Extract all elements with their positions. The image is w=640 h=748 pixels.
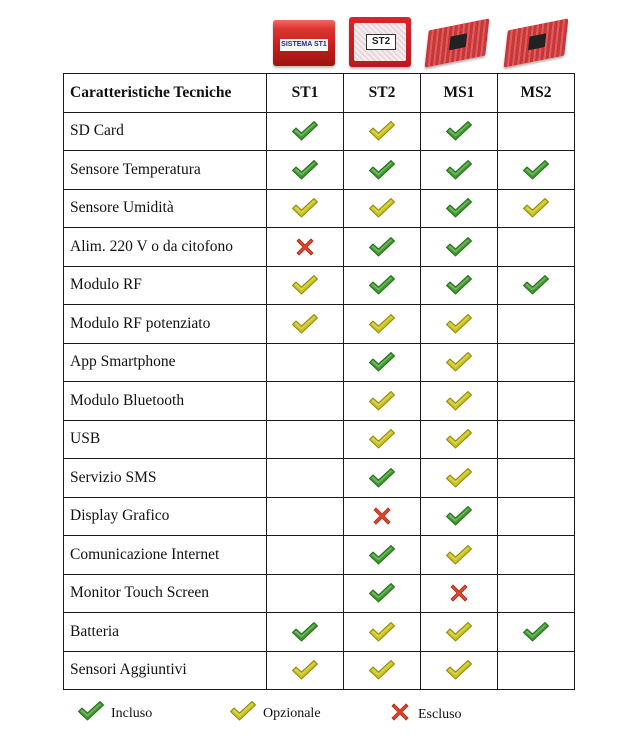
legend [0, 700, 640, 722]
feature-label: Servizio SMS [64, 459, 267, 498]
cell-ms2 [498, 266, 575, 305]
yellow-check-icon [344, 313, 420, 335]
cell-ms2 [498, 151, 575, 190]
yellow-check-icon [498, 197, 574, 219]
table-row [64, 420, 575, 459]
legend-opzionale-label: Opzionale [263, 705, 321, 721]
cell-st1 [267, 613, 344, 652]
table-row [64, 112, 575, 151]
st1-box-icon [273, 20, 335, 66]
green-check-icon [421, 236, 497, 258]
table-row [64, 151, 575, 190]
yellow-check-icon [421, 659, 497, 681]
comparison-table [63, 73, 575, 690]
cell-st1 [267, 151, 344, 190]
cell-st1 [267, 459, 344, 498]
green-check-icon [267, 120, 343, 142]
product-st2-image [346, 10, 414, 70]
table-row [64, 651, 575, 690]
cell-st1 [267, 497, 344, 536]
cell-ms1 [421, 651, 498, 690]
cell-st2 [344, 305, 421, 344]
green-check-icon [344, 467, 420, 489]
column-header-st1: ST1 [267, 74, 344, 113]
feature-label: Batteria [64, 613, 267, 652]
cell-ms1 [421, 613, 498, 652]
cell-ms1 [421, 228, 498, 267]
yellow-check-icon [421, 621, 497, 643]
cell-ms2 [498, 497, 575, 536]
cell-st1 [267, 536, 344, 575]
yellow-check-icon [267, 659, 343, 681]
green-check-icon [421, 159, 497, 181]
cell-st1 [267, 343, 344, 382]
feature-label: USB [64, 420, 267, 459]
cell-ms2 [498, 651, 575, 690]
cell-st2 [344, 574, 421, 613]
yellow-check-icon [421, 428, 497, 450]
st2-box-icon [349, 17, 411, 67]
cell-ms1 [421, 189, 498, 228]
cell-st1 [267, 112, 344, 151]
cell-st1 [267, 266, 344, 305]
cell-st1 [267, 228, 344, 267]
yellow-check-icon [344, 659, 420, 681]
green-check-icon [344, 274, 420, 296]
green-check-icon [421, 505, 497, 527]
feature-label: Sensore Umidità [64, 189, 267, 228]
feature-label: Sensori Aggiuntivi [64, 651, 267, 690]
cell-ms1 [421, 574, 498, 613]
cell-ms1 [421, 343, 498, 382]
cell-st1 [267, 189, 344, 228]
cell-st2 [344, 651, 421, 690]
red-cross-icon [344, 504, 420, 528]
table-body [64, 112, 575, 690]
green-check-icon [77, 700, 105, 727]
legend-escluso-label: Escluso [418, 706, 462, 722]
column-header-ms1: MS1 [421, 74, 498, 113]
feature-label: Comunicazione Internet [64, 536, 267, 575]
yellow-check-icon [344, 197, 420, 219]
table-row [64, 536, 575, 575]
green-check-icon [344, 582, 420, 604]
red-cross-icon [267, 235, 343, 259]
yellow-check-icon [344, 120, 420, 142]
table-row [64, 189, 575, 228]
green-check-icon [421, 274, 497, 296]
legend-incluso [77, 700, 152, 727]
ms2-board-icon [504, 18, 569, 67]
cell-ms2 [498, 459, 575, 498]
column-header-ms2: MS2 [498, 74, 575, 113]
table-row [64, 343, 575, 382]
yellow-check-icon [344, 428, 420, 450]
feature-column-header: Caratteristiche Tecniche [64, 74, 267, 113]
yellow-check-icon [421, 313, 497, 335]
feature-label: Modulo RF potenziato [64, 305, 267, 344]
green-check-icon [344, 544, 420, 566]
cell-ms1 [421, 151, 498, 190]
cell-st1 [267, 420, 344, 459]
green-check-icon [498, 274, 574, 296]
cell-ms1 [421, 420, 498, 459]
yellow-check-icon [421, 467, 497, 489]
green-check-icon [267, 159, 343, 181]
cell-ms1 [421, 305, 498, 344]
cell-st2 [344, 343, 421, 382]
cell-st1 [267, 382, 344, 421]
table-row [64, 382, 575, 421]
cell-ms2 [498, 382, 575, 421]
legend-incluso-label: Incluso [111, 705, 153, 721]
feature-label: Monitor Touch Screen [64, 574, 267, 613]
product-ms1-image [424, 10, 490, 70]
cell-st2 [344, 382, 421, 421]
cell-ms1 [421, 382, 498, 421]
green-check-icon [421, 197, 497, 219]
table-header-row [64, 74, 575, 113]
cell-ms2 [498, 420, 575, 459]
cell-ms2 [498, 112, 575, 151]
cell-ms2 [498, 574, 575, 613]
yellow-check-icon [421, 390, 497, 412]
product-st1-image [271, 10, 337, 70]
cell-st1 [267, 651, 344, 690]
green-check-icon [344, 159, 420, 181]
cell-ms2 [498, 343, 575, 382]
red-cross-icon [421, 581, 497, 605]
cell-st2 [344, 228, 421, 267]
cell-st2 [344, 151, 421, 190]
feature-label: SD Card [64, 112, 267, 151]
ms1-board-icon [425, 18, 490, 67]
cell-st2 [344, 536, 421, 575]
cell-ms2 [498, 189, 575, 228]
cell-ms1 [421, 459, 498, 498]
yellow-check-icon [267, 313, 343, 335]
cell-ms1 [421, 112, 498, 151]
yellow-check-icon [421, 351, 497, 373]
yellow-check-icon [344, 390, 420, 412]
yellow-check-icon [229, 700, 257, 727]
table-row [64, 574, 575, 613]
table-row [64, 497, 575, 536]
product-ms2-image [503, 10, 569, 70]
feature-label: Sensore Temperatura [64, 151, 267, 190]
feature-label: Modulo RF [64, 266, 267, 305]
cell-ms2 [498, 305, 575, 344]
column-header-st2: ST2 [344, 74, 421, 113]
cell-ms2 [498, 613, 575, 652]
yellow-check-icon [267, 274, 343, 296]
cell-st2 [344, 189, 421, 228]
table-row [64, 613, 575, 652]
table-row [64, 266, 575, 305]
table-row [64, 459, 575, 498]
cell-st2 [344, 266, 421, 305]
legend-escluso [388, 700, 462, 729]
red-cross-icon [388, 700, 412, 729]
green-check-icon [498, 621, 574, 643]
green-check-icon [498, 159, 574, 181]
green-check-icon [344, 351, 420, 373]
feature-label: App Smartphone [64, 343, 267, 382]
green-check-icon [267, 621, 343, 643]
cell-st2 [344, 497, 421, 536]
legend-opzionale [229, 700, 321, 727]
table-row [64, 228, 575, 267]
st2-box-label: ST2 [366, 34, 396, 50]
st1-box-label: SISTEMA ST1 [280, 39, 328, 51]
product-images-row [0, 10, 640, 72]
green-check-icon [421, 120, 497, 142]
yellow-check-icon [344, 621, 420, 643]
feature-label: Alim. 220 V o da citofono [64, 228, 267, 267]
feature-label: Display Grafico [64, 497, 267, 536]
cell-ms1 [421, 266, 498, 305]
table-row [64, 305, 575, 344]
cell-st2 [344, 613, 421, 652]
green-check-icon [344, 236, 420, 258]
cell-st2 [344, 112, 421, 151]
cell-st2 [344, 420, 421, 459]
yellow-check-icon [421, 544, 497, 566]
cell-ms2 [498, 536, 575, 575]
cell-ms1 [421, 497, 498, 536]
cell-ms1 [421, 536, 498, 575]
cell-st1 [267, 574, 344, 613]
yellow-check-icon [267, 197, 343, 219]
cell-ms2 [498, 228, 575, 267]
cell-st2 [344, 459, 421, 498]
cell-st1 [267, 305, 344, 344]
feature-label: Modulo Bluetooth [64, 382, 267, 421]
